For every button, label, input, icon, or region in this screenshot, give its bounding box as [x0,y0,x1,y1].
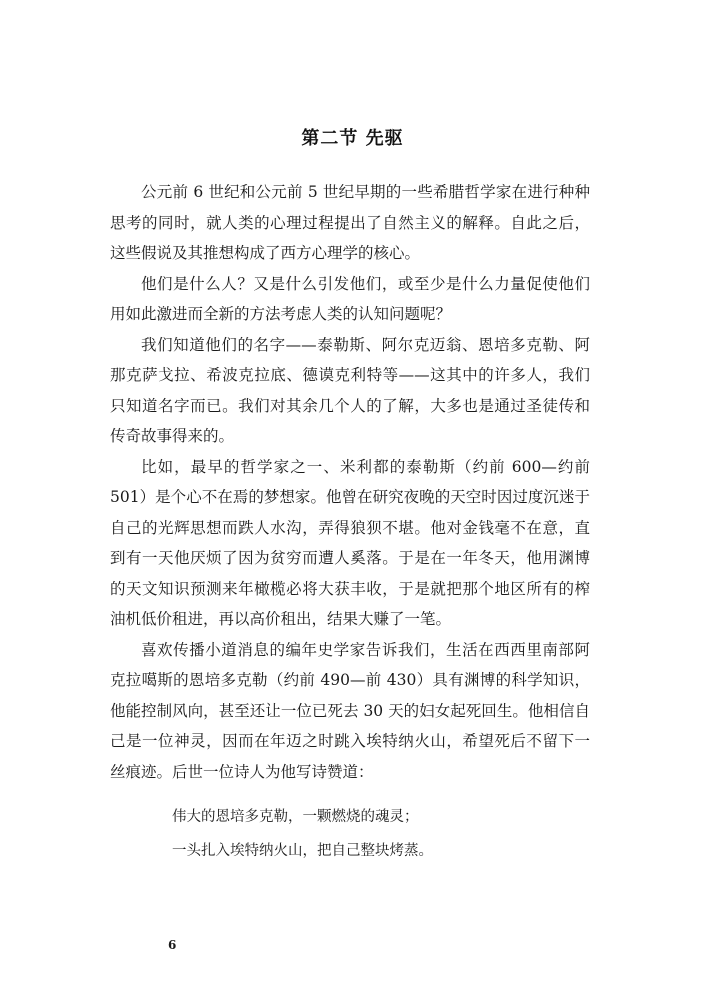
paragraph-1: 公元前 6 世纪和公元前 5 世纪早期的一些希腊哲学家在进行种种思考的同时，就人类的心理过程提出了自然主义的解释。自此之后，这些假说及其推想构成了西方心理学的核心。 [110,183,590,262]
paragraph-5: 喜欢传播小道消息的编年史学家告诉我们，生活在西西里南部阿克拉噶斯的恩培多克勒（约前 490—前 430）具有渊博的科学知识，他能控制风向，甚至还让一位已死去 30 天的妇女起死回生。他相信自己是一位神灵，因而在年迈之时跳入埃特纳火山，希望死后不留下一丝痕迹。后世一位诗人为他写诗赞道： [110,640,590,781]
section-heading: 第二节 先驱 [301,128,404,149]
page-number: 6 [168,938,177,952]
paragraph-3: 我们知道他们的名字——泰勒斯、阿尔克迈翁、恩培多克勒、阿那克萨戈拉、希波克拉底、德谟克利特等——这其中的许多人，我们只知道名字而已。我们对其余几个人的了解，大多也是通过圣徒传和传奇故事得来的。 [110,335,590,445]
poem-quote [172,800,592,868]
paragraph-2: 他们是什么人？又是什么引发他们，或至少是什么力量促使他们用如此激进而全新的方法考虑人类的认知问题呢？ [110,274,590,323]
poem-line-1: 伟大的恩培多克勒，一颗燃烧的魂灵； [172,809,419,825]
body-text [110,177,590,787]
poem-line-2: 一头扎入埃特纳火山，把自己整块烤蒸。 [172,843,433,859]
paragraph-4: 比如，最早的哲学家之一、米利都的泰勒斯（约前 600—约前 501）是个心不在焉的梦想家。他曾在研究夜晚的天空时因过度沉迷于自己的光辉思想而跌人水沟，弄得狼狈不堪。他对金钱毫不在意，直到有一天他厌烦了因为贫穷而遭人奚落。于是在一年冬天，他用渊博的天文知识预测来年橄榄必将大获丰收，于是就把那个地区所有的榨油机低价租进，再以高价租出，结果大赚了一笔。 [110,457,590,628]
